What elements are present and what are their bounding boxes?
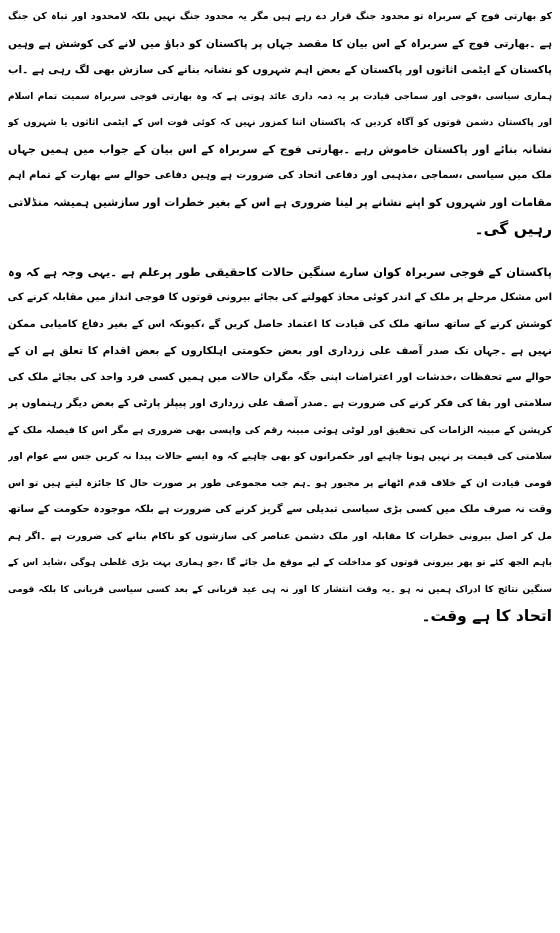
text-line: ہماری سیاسی ،فوجی اور سماجی قیادت پر یہ ذمہ داری عائد ہوتی ہے کہ وہ بھارتی فوجی سربراہ سمیت تمام اسلام xyxy=(8,91,552,102)
text-line: سلامتی کی قیمت پر نہیں ہونا چاہیے اور حکمرانوں کو بھی چاہیے کہ وہ ایسے حالات پیدا نہ کریں جس سے عوام اور xyxy=(8,451,552,462)
text-line: اس مشکل مرحلے پر ملک کے اندر کوئی محاذ کھولنے کی بجائے بیرونی قوتوں کا فوجی انداز میں مقابلہ کرنے کی xyxy=(8,292,552,303)
text-line: پاکستان کے ایٹمی اثاثوں اور پاکستان کے بعض اہم شہروں کو نشانہ بنانے کی سازش بھی لگ رہی ہے ۔اب xyxy=(8,64,552,76)
paragraph-gap xyxy=(8,243,552,259)
text-line: اور پاکستان دشمن قوتوں کو آگاہ کردیں کہ پاکستان اتنا کمزور نہیں کہ کوئی قوت اس کے ایٹمی اثاثوں یا شہروں کو xyxy=(8,118,552,128)
text-line: کوشش کرنے کے ساتھ ساتھ ملک کی قیادت کا اعتماد حاصل کریں گے ،کیونکہ اس کے بغیر دفاع کامیابی ممکن xyxy=(8,318,552,330)
paragraph-2 xyxy=(8,259,552,630)
text-line: کو بھارتی فوج کے سربراہ تو محدود جنگ قرار دے رہے ہیں مگر یہ محدود جنگ نہیں بلکہ لامحدود اور تباہ کن جنگ xyxy=(8,11,552,22)
text-line: ملک میں سیاسی ،سماجی ،مذہبی اور دفاعی اتحاد کی ضرورت ہے وہیں دفاعی حوالے سے بھارت کے تمام اہم xyxy=(8,170,552,181)
text-line: سلامتی اور بقا کی فکر کرنے کی ضرورت ہے ۔صدر آصف علی زرداری اور پیپلز پارٹی کے بعض دیگر رہنماوں پر xyxy=(8,398,552,409)
text-line: مل کر اصل بیرونی خطرات کا مقابلہ اور ملک دشمن عناصر کی سازشوں کو ناکام بنانے کی ضرورت ہے ۔اگر ہم xyxy=(8,530,552,542)
text-line: مقامات اور شہروں کو اپنے نشانے پر لینا ضروری ہے اس کے بغیر خطرات اور سازشیں ہمیشہ منڈلاتی xyxy=(8,195,552,209)
text-line: اتحاد کا ہے وقت۔ xyxy=(421,607,552,625)
paragraph-1 xyxy=(8,4,552,243)
text-line: سنگین نتائج کا ادراک ہمیں نہ ہو ۔یہ وقت انتشار کا اور نہ ہی عید قربانی کے بعد کسی سیاسی قربانی کا بلکہ قومی xyxy=(8,584,552,595)
text-line: پاکستان کے فوجی سربراہ کوان سارے سنگین حالات کاحقیقی طور پرعلم ہے ۔یہی وجہ ہے کہ وہ xyxy=(8,264,552,279)
text-line: رہیں گی۔ xyxy=(474,220,552,238)
text-line: نہیں ہے ۔جہاں تک صدر آصف علی زرداری اور بعض حکومتی اہلکاروں کے بعض اقدام کا تعلق ہے ان کے xyxy=(8,345,552,357)
text-line: قومی قیادت ان کے خلاف قدم اٹھانے پر مجبور ہو ۔ہم جب مجموعی طور پر صورت حال کا جائزہ لیتے ہیں تو اس xyxy=(8,477,552,489)
text-line: باہم الجھ کئے تو پھر بیرونی قوتوں کو مداخلت کے لیے موقع مل جائے گا ،جو ہماری بہت بڑی غلطی ہوگی ،شاید اس کے xyxy=(8,558,552,568)
text-line: ہے ۔بھارتی فوج کے سربراہ کے اس بیان کا مقصد جہاں پر پاکستان کو دباؤ میں لانے کی کوشش ہے وہیں xyxy=(8,37,552,50)
text-line: کرپشن کے مبینہ الزامات کی تحقیق اور لوٹی ہوئی مبینہ رقم کی واپسی بھی ضروری ہے مگر اس کا فیصلہ ملک کے xyxy=(8,424,552,436)
text-line: حوالے سے تحفظات ،خدشات اور اعتراضات اپنی جگہ مگران حالات میں ہمیں کسی فرد واحد کی بجائے ملک کی xyxy=(8,371,552,383)
text-line: نشانہ بنائے اور پاکستان خاموش رہے ۔بھارتی فوج کے سربراہ کے اس بیان کے جواب میں ہمیں جہاں xyxy=(8,142,552,156)
text-line: وقت نہ صرف ملک میں کسی بڑی سیاسی تبدیلی سے گریز کرنے کی ضرورت ہے بلکہ موجودہ حکومت کے ساتھ xyxy=(8,504,552,515)
